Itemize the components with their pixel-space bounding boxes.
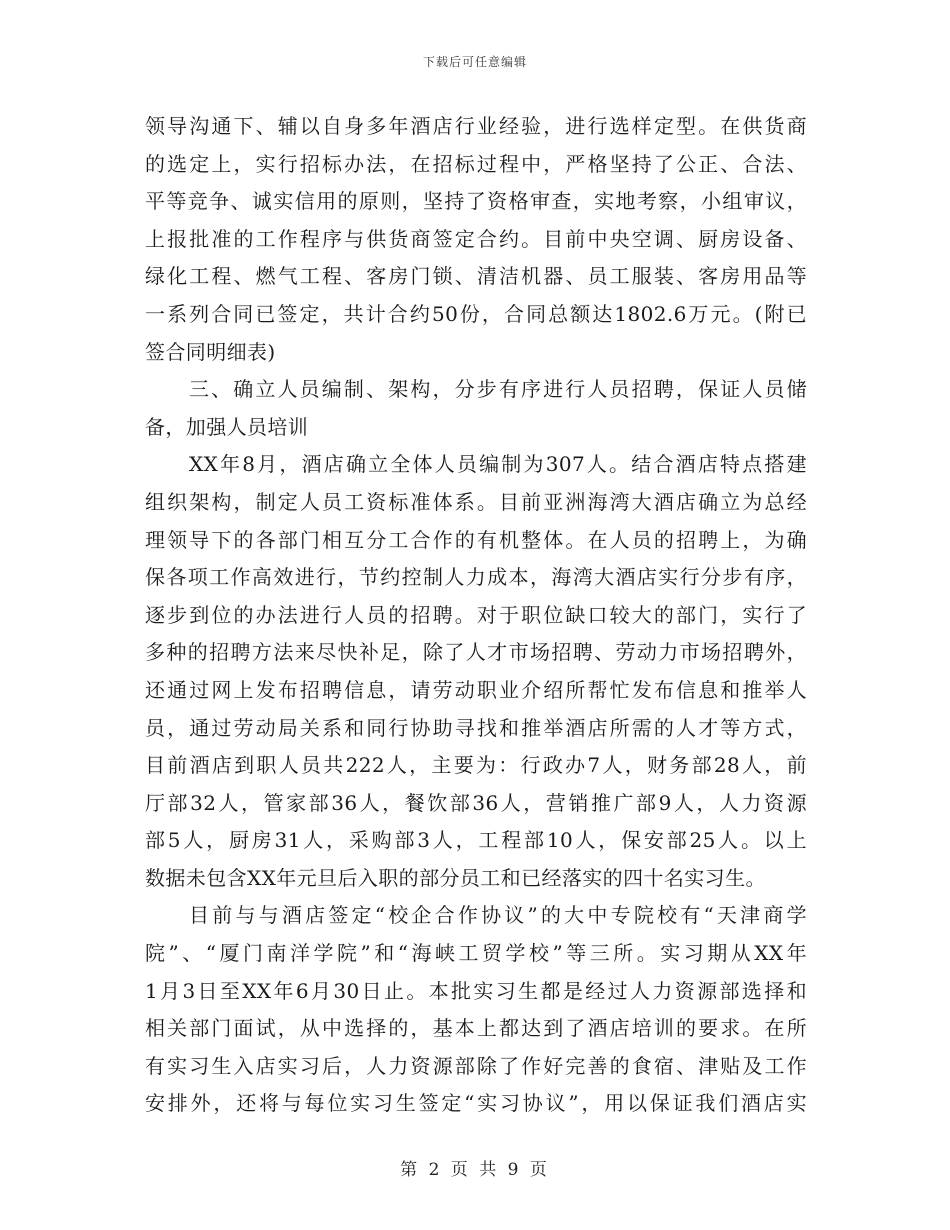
text-line: 目前与与酒店签定“校企合作协议”的大中专院校有“天津商学 — [189, 903, 807, 928]
text-line: 组织架构，制定人员工资标准体系。目前亚洲海湾大酒店确立为总经 — [145, 489, 807, 514]
header-note: 下载后可任意编辑 — [422, 55, 527, 69]
text-line: 平等竞争、诚实信用的原则，坚持了资格审查，实地考察，小组审议， — [145, 189, 807, 214]
text-line: 安排外，还将与每位实习生签定“实习协议”，用以保证我们酒店实 — [145, 1091, 807, 1116]
text-line: 上报批准的工作程序与供货商签定合约。目前中央空调、厨房设备、 — [145, 226, 807, 251]
text-line: 理领导下的各部门相互分工合作的有机整体。在人员的招聘上，为确 — [145, 527, 807, 552]
text-line: 一系列合同已签定，共计合约50份，合同总额达1802.6万元。(附已 — [145, 301, 807, 326]
text-line: 绿化工程、燃气工程、客房门锁、清洁机器、员工服装、客房用品等 — [145, 264, 807, 289]
text-line: 领导沟通下、辅以自身多年酒店行业经验，进行选样定型。在供货商 — [145, 114, 807, 138]
text-line: 多种的招聘方法来尽快补足，除了人才市场招聘、劳动力市场招聘外， — [145, 640, 807, 665]
section-heading-line: 三、确立人员编制、架构，分步有序进行人员招聘，保证人员储 — [189, 377, 807, 402]
text-line: 院”、“厦门南洋学院”和“海峡工贸学校”等三所。实习期从XX年 — [145, 941, 807, 966]
text-line: 签合同明细表) — [145, 339, 276, 364]
text-line: 逐步到位的办法进行人员的招聘。对于职位缺口较大的部门，实行了 — [145, 602, 807, 627]
body-text — [145, 108, 807, 1123]
page-number-footer: 第 2 页 共 9 页 — [400, 1160, 550, 1180]
text-line: 的选定上，实行招标办法，在招标过程中，严格坚持了公正、合法、 — [145, 151, 807, 176]
text-line: 目前酒店到职人员共222人，主要为：行政办7人，财务部28人，前 — [145, 753, 807, 778]
text-line: XX年8月，酒店确立全体人员编制为307人。结合酒店特点搭建 — [189, 452, 807, 477]
text-line: 部5人，厨房31人，采购部3人，工程部10人，保安部25人。以上 — [145, 828, 807, 853]
text-line: 厅部32人，管家部36人，餐饮部36人，营销推广部9人，人力资源 — [145, 790, 807, 815]
text-line: 还通过网上发布招聘信息，请劳动职业介绍所帮忙发布信息和推举人 — [145, 677, 807, 702]
text-line: 有实习生入店实习后，人力资源部除了作好完善的食宿、津贴及工作 — [145, 1053, 807, 1078]
text-line: 数据未包含XX年元旦后入职的部分员工和已经落实的四十名实习生。 — [145, 865, 766, 890]
text-line: 保各项工作高效进行，节约控制人力成本，海湾大酒店实行分步有序， — [145, 565, 807, 590]
text-line: 相关部门面试，从中选择的，基本上都达到了酒店培训的要求。在所 — [145, 1016, 807, 1041]
text-line: 1月3日至XX年6月30日止。本批实习生都是经过人力资源部选择和 — [145, 978, 807, 1003]
section-heading-line: 备，加强人员培训 — [145, 414, 309, 439]
text-line: 员，通过劳动局关系和同行协助寻找和推举酒店所需的人才等方式， — [145, 715, 807, 740]
